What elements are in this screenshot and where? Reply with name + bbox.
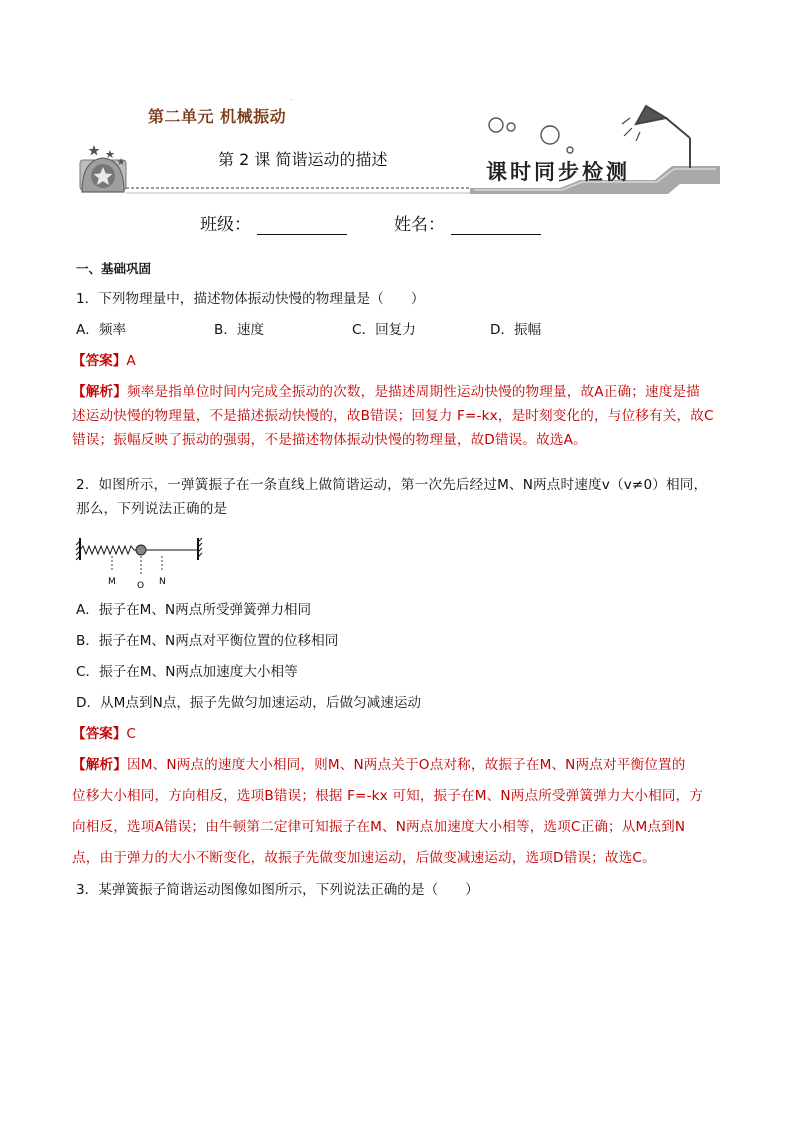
q2-analysis-tag: 【解析】 — [72, 757, 127, 773]
q2-option-d[interactable]: D．从M点到N点，振子先做匀加速运动，后做匀减速运动 — [76, 695, 422, 711]
q2-analysis-line-1: 因M、N两点的速度大小相同，则M、N两点关于O点对称，故振子在M、N两点对平衡位置的 — [126, 757, 686, 773]
spring-coil — [80, 546, 136, 554]
spring-oscillator-figure — [74, 534, 214, 590]
section-badge-text: 课时同步检测 — [486, 159, 630, 184]
q2-analysis-line-2: 位移大小相同，方向相反，选项B错误；根据 F=-kx 可知，振子在M、N两点所受弹簧弹力大小相同，方 — [72, 788, 704, 804]
q1-analysis-tag: 【解析】 — [72, 384, 127, 400]
q1-analysis — [72, 383, 717, 449]
q1-option-d[interactable]: D．振幅 — [490, 322, 542, 338]
name-field — [394, 210, 541, 235]
q1-analysis-line-2: 述运动快慢的物理量，不是描述振动快慢的，故B错误；回复力 F=-kx，是时刻变化的，与位移有关，故C — [72, 408, 714, 424]
label-o: O — [137, 581, 145, 590]
class-blank[interactable] — [257, 218, 347, 235]
unit-title: 第二单元 机械振动 — [148, 107, 287, 126]
name-blank[interactable] — [451, 218, 541, 235]
q2-stem — [76, 476, 721, 518]
q2-stem-line-1: 2．如图所示，一弹簧振子在一条直线上做简谐运动，第一次先后经过M、N两点时速度v（v≠0）相同， — [76, 477, 708, 493]
q2-answer — [72, 725, 136, 743]
lesson-title: 第 2 课 简谐运动的描述 — [218, 150, 388, 169]
q1-option-c[interactable]: C．回复力 — [352, 322, 416, 338]
q1-options — [76, 321, 628, 339]
q1-answer — [72, 352, 136, 370]
class-field — [200, 210, 347, 235]
q1-option-b[interactable]: B．速度 — [214, 322, 265, 338]
q2-answer-tag: 【答案】 — [72, 726, 127, 742]
q1-option-a[interactable]: A．频率 — [76, 322, 127, 338]
q2-answer-value: C — [126, 726, 136, 742]
q1-analysis-line-1: 频率是指单位时间内完成全振动的次数，是描述周期性运动快慢的物理量，故A正确；速度是描 — [126, 384, 700, 400]
svg-text:.: . — [290, 93, 293, 102]
q2-analysis — [72, 756, 717, 867]
bubbles-decoration — [489, 118, 573, 153]
q2-option-a[interactable]: A．振子在M、N两点所受弹簧弹力相同 — [76, 602, 312, 618]
label-n: N — [159, 577, 166, 587]
q2-analysis-line-4: 点，由于弹力的大小不断变化，故振子先做变加速运动，后做变减速运动，选项D错误；故选C。 — [72, 850, 656, 866]
name-label: 姓名： — [394, 215, 445, 235]
q2-stem-line-2: 那么，下列说法正确的是 — [76, 501, 228, 517]
section-title: 一、基础巩固 — [76, 261, 152, 276]
label-m: M — [108, 577, 116, 587]
q2-analysis-line-3: 向相反，选项A错误；由牛顿第二定律可知振子在M、N两点加速度大小相等，选项C正确；从M点到N — [72, 819, 686, 835]
star-badge-icon — [80, 145, 126, 192]
oscillator-ball — [136, 545, 146, 555]
header-banner — [0, 0, 794, 200]
q1-answer-value: A — [126, 353, 136, 369]
q1-stem: 1．下列物理量中，描述物体振动快慢的物理量是（ ） — [76, 291, 425, 307]
class-label: 班级： — [200, 215, 251, 235]
q1-answer-tag: 【答案】 — [72, 353, 127, 369]
q3-stem: 3．某弹簧振子简谐运动图像如图所示，下列说法正确的是（ ） — [76, 882, 479, 898]
q1-analysis-line-3: 错误；振幅反映了振动的强弱，不是描述物体振动快慢的物理量，故D错误。故选A。 — [72, 432, 587, 448]
desk-lamp-icon — [622, 106, 690, 168]
q2-option-b[interactable]: B．振子在M、N两点对平衡位置的位移相同 — [76, 633, 339, 649]
q2-option-c[interactable]: C．振子在M、N两点加速度大小相等 — [76, 664, 298, 680]
